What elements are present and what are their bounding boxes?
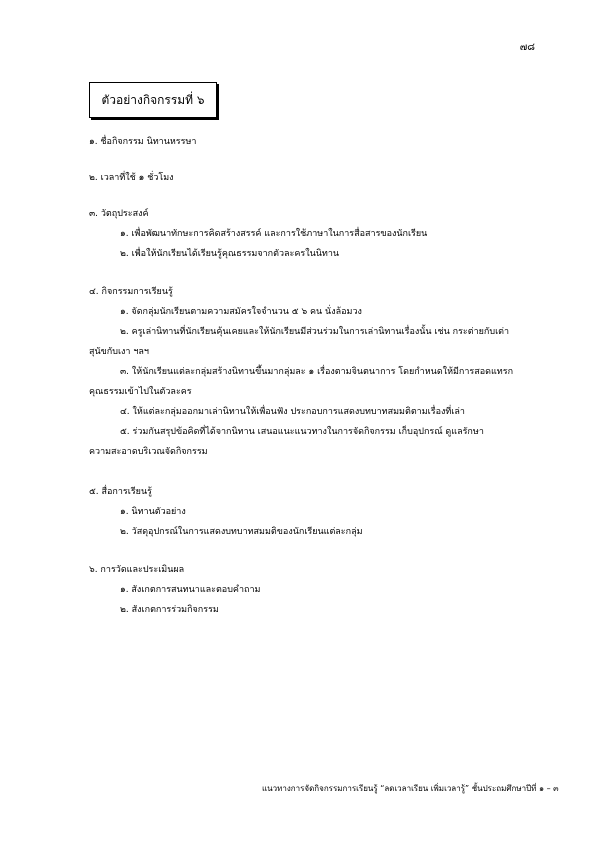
section-5-heading: ๕. สื่อการเรียนรู้: [89, 487, 152, 497]
section-4-item-continuation: คุณธรรมเข้าไปในตัวละคร: [89, 387, 192, 397]
activity-title: ตัวอย่างกิจกรรมที่ ๖: [101, 92, 205, 107]
section-3-item: ๑. เพื่อพัฒนาทักษะการคิดสร้างสรรค์ และการใช้ภาษาในการสื่อสารของนักเรียน: [120, 229, 428, 239]
section-1-activity-name: ๑. ชื่อกิจกรรม นิทานหรรษา: [89, 137, 197, 147]
section-5-item: ๒. วัสดุอุปกรณ์ในการแสดงบทบาทสมมติของนักเรียนแต่ละกลุ่ม: [120, 527, 363, 537]
section-6-heading: ๖. การวัดและประเมินผล: [89, 565, 185, 575]
section-6-item: ๑. สังเกตการสนทนาและตอบคำถาม: [120, 585, 261, 595]
section-3-heading: ๓. วัตถุประสงค์: [89, 209, 149, 219]
section-4-item-continuation: สุนัขกับเงา ฯลฯ: [89, 347, 149, 357]
section-4-item: ๕. ร่วมกันสรุปข้อคิดที่ได้จากนิทาน เสนอแนะแนวทางในการจัดกิจกรรม เก็บอุปกรณ์ ดูแลรักษา: [120, 427, 484, 437]
page-number: ๗๘: [519, 42, 535, 53]
section-4-item: ๓. ให้นักเรียนแต่ละกลุ่มสร้างนิทานขึ้นมากลุ่มละ ๑ เรื่องตามจินตนาการ โดยกำหนดให้มีการสอดแทรก: [120, 367, 514, 377]
section-5-item: ๑. นิทานตัวอย่าง: [120, 507, 186, 517]
section-4-heading: ๔. กิจกรรมการเรียนรู้: [89, 287, 173, 297]
section-4-item: ๑. จัดกลุ่มนักเรียนตามความสมัครใจจำนวน ๕ ๖ คน นั่งล้อมวง: [120, 307, 362, 317]
section-2-time: ๒. เวลาที่ใช้ ๑ ชั่วโมง: [89, 173, 174, 183]
activity-title-box: [89, 82, 217, 118]
section-4-item-continuation: ความสะอาดบริเวณจัดกิจกรรม: [89, 447, 208, 457]
section-3-item: ๒. เพื่อให้นักเรียนได้เรียนรู้คุณธรรมจากตัวละครในนิทาน: [120, 249, 340, 259]
section-6-item: ๒. สังเกตการร่วมกิจกรรม: [120, 605, 219, 615]
section-4-item: ๔. ให้แต่ละกลุ่มออกมาเล่านิทานให้เพื่อนฟัง ประกอบการแสดงบทบาทสมมติตามเรื่องที่เล่า: [120, 407, 465, 417]
section-4-item: ๒. ครูเล่านิทานที่นักเรียนคุ้นเคยและให้นักเรียนมีส่วนร่วมในการเล่านิทานเรื่องนั้น เช่น กระต่ายกับเต่า: [120, 327, 510, 337]
page-footer: แนวทางการจัดกิจกรรมการเรียนรู้ “ลดเวลาเรียน เพิ่มเวลารู้” ชั้นประถมศึกษาปีที่ ๑ – ๓: [262, 784, 559, 793]
